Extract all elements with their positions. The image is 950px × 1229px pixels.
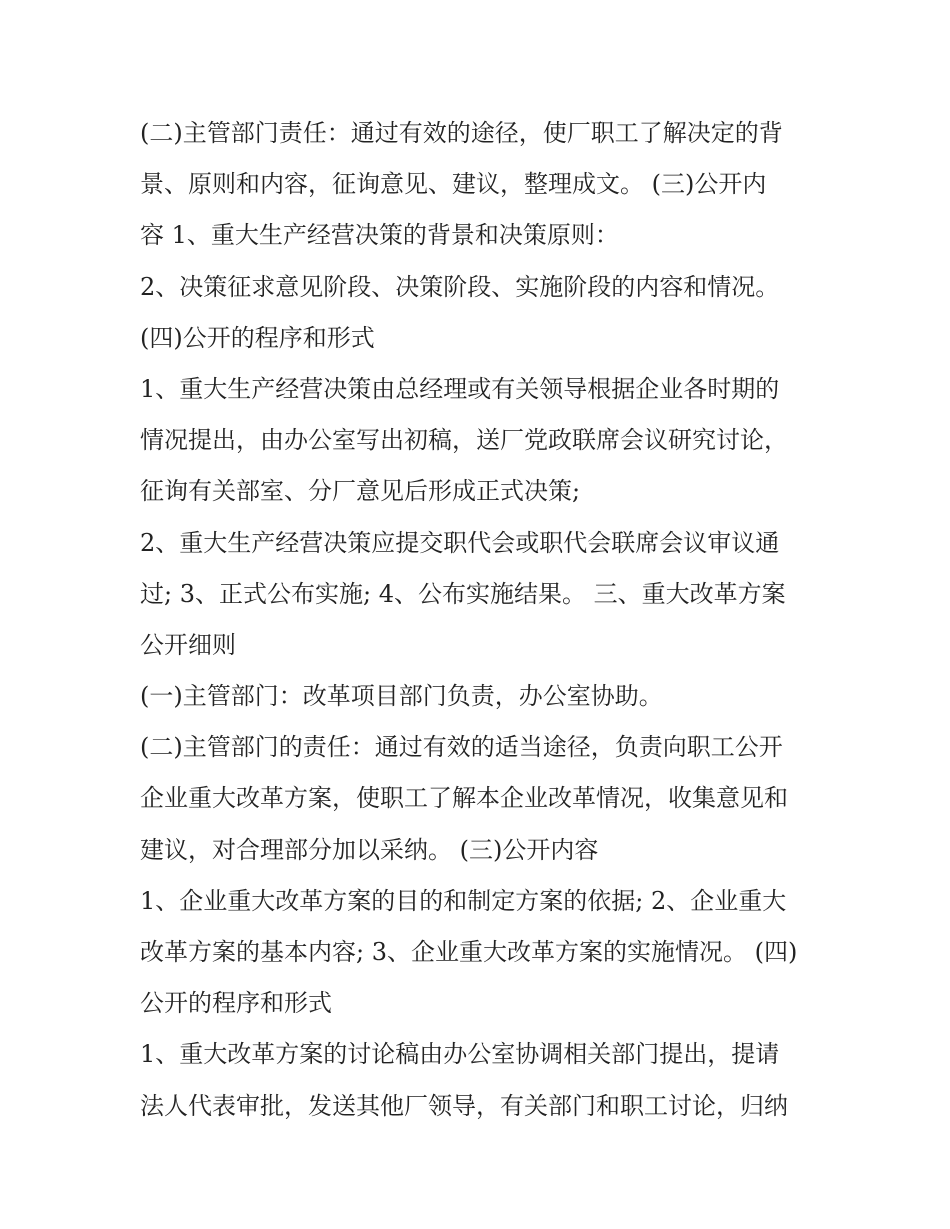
text-line-6: 1、重大生产经营决策由总经理或有关领导根据企业各时期的 [140, 374, 780, 403]
text-line-17: 改革方案的基本内容; 3、企业重大改革方案的实施情况。 (四) [140, 938, 798, 966]
text-line-13: (二)主管部门的责任：通过有效的适当途径，负责向职工公开 [140, 733, 783, 762]
text-line-8: 征询有关部室、分厂意见后形成正式决策; [140, 477, 581, 506]
text-line-2: 景、原则和内容，征询意见、建议，整理成文。 (三)公开内 [140, 170, 767, 199]
body-text [140, 108, 820, 1132]
text-line-10: 过; 3、正式公布实施; 4、公布实施结果。 三、重大改革方案 [140, 579, 786, 608]
text-line-18: 公开的程序和形式 [140, 989, 332, 1018]
text-line-15: 建议，对合理部分加以采纳。 (三)公开内容 [140, 835, 599, 864]
text-line-3: 容 1、重大生产经营决策的背景和决策原则： [140, 221, 619, 250]
text-line-16: 1、企业重大改革方案的目的和制定方案的依据; 2、企业重大 [140, 886, 787, 915]
text-line-1: (二)主管部门责任：通过有效的途径，使厂职工了解决定的背 [140, 119, 783, 147]
text-line-19: 1、重大改革方案的讨论稿由办公室协调相关部门提出，提请 [140, 1040, 780, 1069]
text-line-7: 情况提出，由办公室写出初稿，送厂党政联席会议研究讨论， [140, 426, 788, 455]
text-line-14: 企业重大改革方案，使职工了解本企业改革情况，收集意见和 [140, 784, 788, 813]
text-line-20: 法人代表审批，发送其他厂领导，有关部门和职工讨论，归纳 [140, 1091, 788, 1120]
text-line-12: (一)主管部门：改革项目部门负责，办公室协助。 [140, 682, 663, 711]
text-line-11: 公开细则 [140, 630, 236, 659]
text-line-9: 2、重大生产经营决策应提交职代会或职代会联席会议审议通 [140, 528, 780, 557]
text-line-4: 2、决策征求意见阶段、决策阶段、实施阶段的内容和情况。 [140, 272, 780, 301]
text-line-5: (四)公开的程序和形式 [140, 323, 375, 352]
